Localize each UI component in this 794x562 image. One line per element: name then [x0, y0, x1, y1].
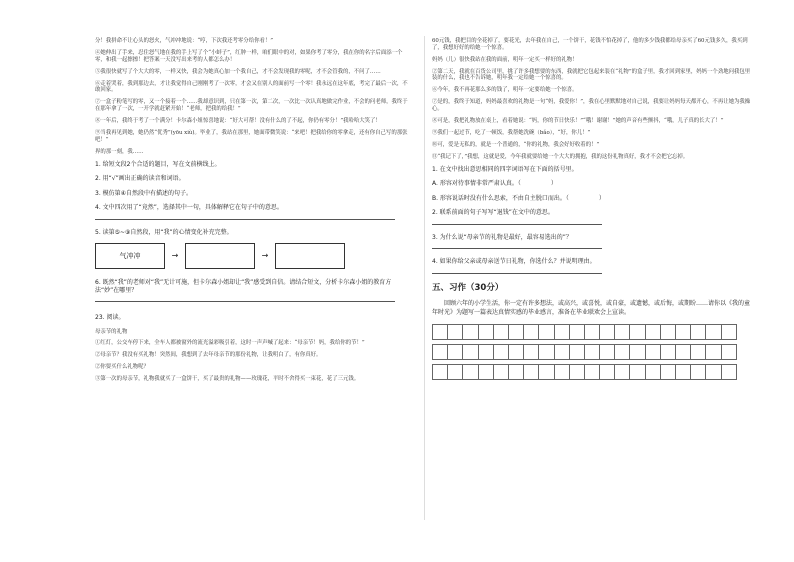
writing-grid-row[interactable]	[432, 324, 737, 340]
passage-paragraph: ⑨当我再见到她，她仍然“优秀”(yōu xiù)。毕业了，我站在那里，她面带微笑说：“来吧！把我给你的零拿走，还有你自己写的那张吧！”	[95, 129, 408, 143]
writing-cell[interactable]	[555, 345, 570, 360]
writing-cell[interactable]	[479, 345, 494, 360]
writing-cell[interactable]	[524, 365, 539, 380]
writing-cell[interactable]	[691, 325, 706, 340]
story-paragraph: ⑨我们一起过节，吃了一顿饭，我帮她洗碗（bǎo），“好，你儿！”	[432, 129, 591, 136]
writing-cell[interactable]	[463, 325, 478, 340]
writing-cell[interactable]	[630, 325, 645, 340]
writing-cell[interactable]	[555, 365, 570, 380]
writing-grid-row[interactable]	[432, 344, 737, 360]
writing-cell[interactable]	[570, 325, 585, 340]
question-4: 4. 文中四次用了“竟然”，选择其中一句，具体解释它在句子中的意思。	[95, 204, 283, 211]
writing-cell[interactable]	[524, 345, 539, 360]
writing-cell[interactable]	[539, 345, 554, 360]
question-3: 3. 模仿第④自然段中有描述的句子。	[95, 189, 193, 197]
writing-cell[interactable]	[448, 325, 463, 340]
story-paragraph: ②母亲节？我没有买礼物！突然间，我想到了去年母亲节的那份礼物，让我明白了，有你真好。	[95, 352, 322, 359]
passage-paragraph: ⑦一盒子粉笔写的零，又一个接着一个……我却意识到，只在第一次，第二次，一次比一次认真地做完作业，不会的问老师，我终于在那年拿了一次，一开学就赶紧开始！“老师，把我的给我！”	[95, 99, 408, 112]
writing-cell[interactable]	[570, 365, 585, 380]
writing-grid-row[interactable]	[432, 364, 737, 380]
writing-cell[interactable]	[448, 345, 463, 360]
question-1: 1. 给短文段2个合适的题目，写在文前横线上。	[95, 160, 221, 168]
section-title: 五、习作（30分）	[432, 282, 504, 293]
story-paragraph: ⑦是的，我终于知道，妈妈最喜欢的礼物是一句“妈，我爱你！”，我在心里默默地对自己说，我要让妈妈每天都开心，不再让她为我操心。	[432, 99, 751, 112]
writing-cell[interactable]	[509, 345, 524, 360]
writing-cell[interactable]	[615, 345, 630, 360]
story-paragraph: 妈妈（儿）很快我站在我的面前，明年一定买一样好的礼物！	[432, 56, 578, 63]
flow-box-3[interactable]	[275, 243, 345, 269]
story-paragraph: 60元钱，我把目的全花掉了，要花光，去年我在自己，一个饼干，花钱不怕花掉了，他的多少钱我都给母亲买了60元钱多久，我买到了，我想好好的给她一个惊喜。	[432, 38, 748, 51]
writing-cell[interactable]	[615, 325, 630, 340]
question-2: 2. 用“√”画出正确的读音和词语。	[95, 175, 185, 182]
writing-cell[interactable]	[539, 365, 554, 380]
writing-cell[interactable]	[691, 365, 706, 380]
writing-cell[interactable]	[722, 325, 737, 340]
writing-cell[interactable]	[600, 345, 615, 360]
writing-cell[interactable]	[706, 325, 721, 340]
story-paragraph: ⑩可，爱是无私的，就是一个普通的，“你的礼物，我会好好收着的！”	[432, 141, 600, 148]
right-column	[432, 38, 752, 384]
writing-cell[interactable]	[570, 345, 585, 360]
flow-box-1: 气冲冲	[95, 243, 165, 269]
writing-cell[interactable]	[448, 365, 463, 380]
writing-cell[interactable]	[509, 325, 524, 340]
passage-paragraph: ⑤我很快就写了个大大的零，一样又快，我会为她真心加一个我自己，才不会发现我的零呢，才不会管我的，不问了……	[95, 68, 381, 75]
writing-cell[interactable]	[524, 325, 539, 340]
writing-cell[interactable]	[585, 345, 600, 360]
story-paragraph: ②你要买什么礼物呢？	[95, 364, 149, 371]
reading-question-1b: B. 形容说话时没有什么思索，不由自主脱口而出。（ ）	[432, 194, 605, 202]
writing-cell[interactable]	[463, 365, 478, 380]
story-paragraph: ③第一次的母亲节，礼物我就买了一盒饼干，买了最贵的礼物——玫瑰花，平时不舍得买一束花，花了三元钱。	[95, 376, 360, 383]
story-paragraph: ②第二天，我就在百货公司里，挑了许多我想要的东西，我就把它包起来装在“礼物”的盒子里，我才回到家里，妈妈一个劲地问我包里装的什么，我也不告诉她，明年我一定给她一个惊喜的。	[432, 68, 751, 82]
writing-cell[interactable]	[494, 325, 509, 340]
writing-cell[interactable]	[630, 365, 645, 380]
writing-cell[interactable]	[661, 345, 676, 360]
story-paragraph: ⑧可是，我把礼物放在桌上，看着她说：“妈，你的节日快乐！”“哦！谢谢！”她的声音有些颤抖，“哦，儿子真的长大了！”	[432, 117, 724, 124]
essay-prompt: 回顾六年的小学生活，你一定有许多想法，或高兴，或喜悦，或自豪，或遗憾，或后悔，或期盼……请你以《我的童年时光》为题写一篇表达真情实感的毕业感言，准备在毕业联欢会上宣读。	[432, 300, 751, 317]
reading-question-1a: A. 形容对待事情非常严肃认真。（ ）	[432, 180, 557, 188]
answer-line[interactable]	[432, 248, 602, 249]
writing-cell[interactable]	[676, 345, 691, 360]
writing-cell[interactable]	[555, 325, 570, 340]
writing-cell[interactable]	[585, 365, 600, 380]
left-column	[95, 38, 411, 388]
question-5: 5. 读第⑤~⑨自然段，用“我”的心情变化补充完整。	[95, 228, 233, 236]
writing-cell[interactable]	[509, 365, 524, 380]
writing-cell[interactable]	[706, 345, 721, 360]
writing-cell[interactable]	[630, 345, 645, 360]
writing-cell[interactable]	[494, 365, 509, 380]
arrow-right-icon: →	[261, 251, 269, 260]
writing-cell[interactable]	[706, 365, 721, 380]
passage-paragraph: 分！我拼命不让心头的怒火，气冲冲地说：“哼，下次我还考零分给你看！”	[95, 38, 274, 44]
writing-cell[interactable]	[539, 325, 554, 340]
answer-line[interactable]	[95, 301, 395, 302]
reading-question-3: 3. 为什么说“母亲节的礼物是最好，最容易选出的”？	[432, 233, 572, 241]
writing-cell[interactable]	[722, 365, 737, 380]
writing-cell[interactable]	[646, 365, 661, 380]
story-paragraph: ①红灯，公交车停下来，全车人都被窗外的流光溢彩吸引着，这时一声声喊了起来：“母亲节！妈，我给你的节！”	[95, 340, 365, 347]
writing-grid[interactable]	[432, 324, 752, 380]
passage-paragraph: ⑥走着哭着，我到那边去，才让我觉得自己刚刚考了一次零，才会又在别人的面前写一个零！我永远在这年底，考完了最后一次，不敢回家。	[95, 80, 408, 94]
answer-line[interactable]	[432, 273, 602, 274]
answer-line[interactable]	[432, 224, 602, 225]
writing-cell[interactable]	[479, 325, 494, 340]
writing-cell[interactable]	[479, 365, 494, 380]
writing-cell[interactable]	[494, 345, 509, 360]
writing-cell[interactable]	[433, 325, 448, 340]
writing-cell[interactable]	[646, 325, 661, 340]
writing-cell[interactable]	[661, 365, 676, 380]
writing-cell[interactable]	[463, 345, 478, 360]
passage-paragraph: ④她伸出了手来，忍住怒气地在我的手上写了个“小蚌子”，红肿一样，咱们眼中的对，如果你考了零分，我在你的名字后面添一个零，和我一起擦擦！把答案一天没写出来考的人都怎么办！	[95, 49, 403, 63]
passage-paragraph: ⑧一年后，我终于考了一个满分！卡尔森小姐惊喜地说：“好大可帮！没有什么的了不起，你仍有零分！”我哈哈大笑了！	[95, 117, 381, 124]
passage-paragraph: 界的那一刻，我……	[95, 148, 144, 155]
flow-box-2[interactable]	[185, 243, 255, 269]
writing-cell[interactable]	[676, 325, 691, 340]
arrow-right-icon: →	[171, 251, 179, 260]
story-title: 母亲节的礼物	[95, 328, 128, 335]
writing-cell[interactable]	[722, 345, 737, 360]
writing-cell[interactable]	[676, 365, 691, 380]
writing-cell[interactable]	[585, 325, 600, 340]
story-paragraph: ⑥今年，我不再花那么多的钱了，明年一定要给她一个惊喜。	[432, 87, 578, 94]
column-divider	[424, 36, 425, 520]
question-6: 6. 既然“我”的老师对“我”无计可施，但卡尔森小姐却让“我”感受到自信。请结合短文，分析卡尔森小姐的教育方法“妙”在哪里？	[95, 279, 392, 294]
answer-line[interactable]	[95, 219, 395, 220]
writing-cell[interactable]	[600, 365, 615, 380]
writing-cell[interactable]	[615, 365, 630, 380]
section-23-heading: 23. 阅读。	[95, 314, 125, 321]
story-paragraph: ⑪“我记下了，”我想，这就是爱，今年我就要给她一个大大的拥抱，我的这份礼物真好，我才不会把它忘掉。	[432, 153, 689, 160]
reading-question-1: 1. 在文中找出意思相同的四字词语写在下面的括号里。	[432, 165, 578, 173]
writing-cell[interactable]	[691, 345, 706, 360]
writing-cell[interactable]	[600, 325, 615, 340]
reading-question-2: 2. 联系前面的句子写写“退钱”在文中的意思。	[432, 209, 554, 217]
writing-cell[interactable]	[433, 365, 448, 380]
emotion-flow	[95, 243, 411, 269]
writing-cell[interactable]	[433, 345, 448, 360]
reading-question-4: 4. 如果你给父亲或母亲送节日礼物，你选什么？并说明理由。	[432, 258, 596, 266]
writing-cell[interactable]	[646, 345, 661, 360]
writing-cell[interactable]	[661, 325, 676, 340]
